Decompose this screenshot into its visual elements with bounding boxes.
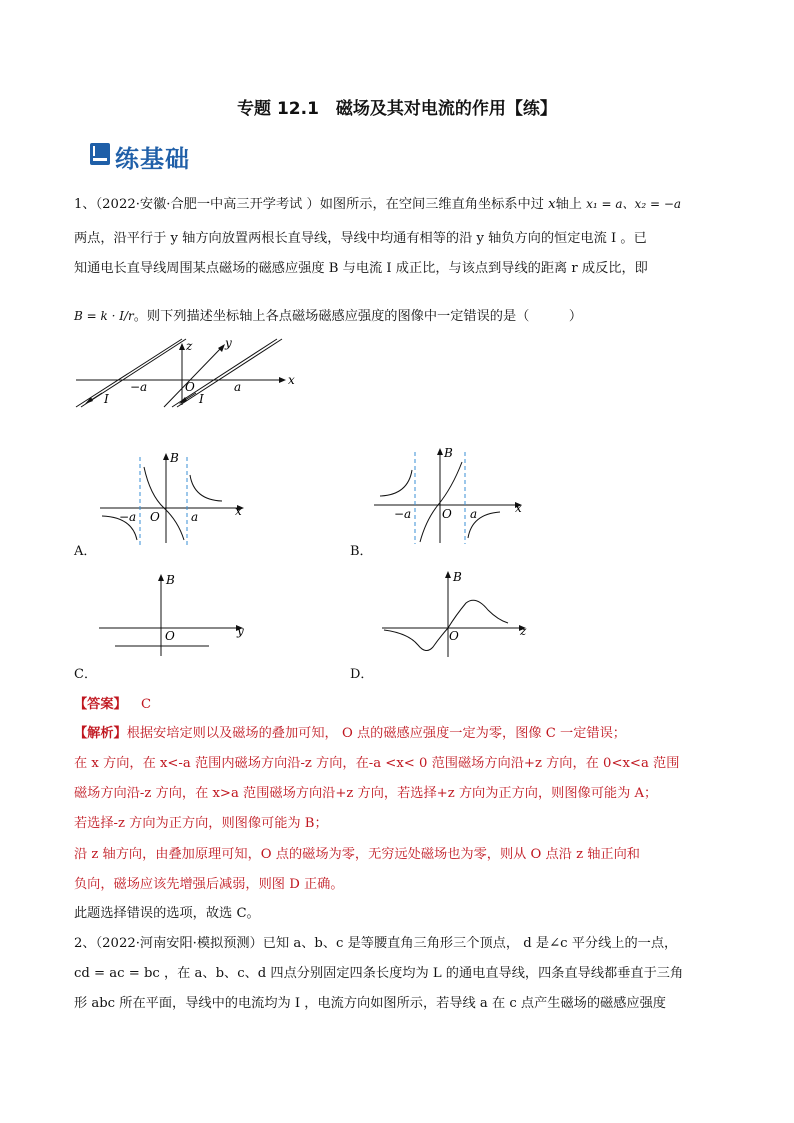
fig-z-label: z <box>186 339 193 353</box>
fig-y-label: y <box>225 336 232 350</box>
fig-x-label: x <box>288 373 295 387</box>
analysis-line-1: 【解析】根据安培定则以及磁场的叠加可知， O 点的磁感应强度一定为零，图像 C 一定错误； <box>74 726 626 741</box>
analysis-line-2: 在 x 方向，在 x<-a 范围内磁场方向沿-z 方向，在-a <x< 0 范围磁场方向沿+z 方向，在 0<x<a 范围 <box>74 756 680 771</box>
q1-line-1: 1、（2022·安徽·合肥一中高三开学考试 ）如图所示，在空间三维直角坐标系中过 x轴上 x₁ = a、x₂ = −a <box>74 197 682 212</box>
book-icon <box>89 142 111 166</box>
q2-line-1: 2、（2022·河南安阳·模拟预测）已知 a、b、c 是等腰直角三角形三个顶点， d 是∠c 平分线上的一点， <box>74 936 678 951</box>
analysis-line-5: 沿 z 轴方向，由叠加原理可知，O 点的磁场为零，无穷远处磁场也为零，则从 O 点沿 z 轴正向和 <box>74 847 640 862</box>
fig-i1: I <box>104 392 109 406</box>
opt-d-b: B <box>453 570 462 584</box>
opt-a-o: O <box>150 510 160 524</box>
opt-a-axis: x <box>235 504 242 518</box>
answer-value: C <box>140 697 152 712</box>
answer-line: 【答案】 C <box>74 697 152 712</box>
opt-a-b: B <box>170 451 179 465</box>
option-a-graph <box>92 445 252 545</box>
option-d-graph <box>378 565 538 660</box>
option-b-graph <box>370 440 530 545</box>
opt-b-axis: x <box>515 501 522 515</box>
opt-b-b: B <box>444 446 453 460</box>
q2-line-2: cd = ac = bc ，在 a、b、c、d 四点分别固定四条长度均为 L 的通电直导线，四条直导线都垂直于三角 <box>74 966 684 981</box>
q1-line-4: B = k · I/r。则下列描述坐标轴上各点磁场磁感应强度的图像中一定错误的是（ ） <box>74 309 583 324</box>
option-c-graph <box>95 568 255 658</box>
option-b-label[interactable]: B． <box>350 544 373 559</box>
opt-c-axis: y <box>237 624 244 638</box>
section-banner <box>89 137 209 175</box>
analysis-line-6: 负向，磁场应该先增强后减弱，则图 D 正确。 <box>74 877 344 892</box>
analysis-line-7: 此题选择错误的选项，故选 C。 <box>74 906 260 921</box>
analysis-line-3: 磁场方向沿-z 方向，在 x>a 范围磁场方向沿+z 方向，若选择+z 方向为正方向，则图像可能为 A； <box>74 786 658 801</box>
fig-o: O <box>185 380 195 394</box>
q2-line-3: 形 abc 所在平面，导线中的电流均为 I ，电流方向如图所示，若导线 a 在 c 点产生磁场的磁感应强度 <box>74 996 666 1011</box>
opt-c-b: B <box>166 573 175 587</box>
option-a-label[interactable]: A． <box>74 544 97 559</box>
fig-a: a <box>234 380 242 394</box>
fig-minus-a: −a <box>130 380 148 394</box>
wire-figure <box>72 335 302 410</box>
q1-line-3: 知通电长直导线周围某点磁场的磁感应强度 B 与电流 I 成正比，与该点到导线的距离 r 成反比，即 <box>74 261 648 276</box>
opt-b-minus-a: −a <box>394 507 412 521</box>
opt-a-minus-a: −a <box>119 510 137 524</box>
opt-a-a: a <box>191 510 199 524</box>
opt-d-axis: z <box>520 624 527 638</box>
formula: B = k · I/r <box>74 309 134 323</box>
fig-i2: I <box>199 392 204 406</box>
section-title: 练基础 <box>115 145 190 173</box>
analysis-line-4: 若选择-z 方向为正方向，则图像可能为 B； <box>74 816 328 831</box>
page-title: 专题 12.1 磁场及其对电流的作用【练】 <box>237 99 557 119</box>
opt-b-o: O <box>442 507 452 521</box>
opt-d-o: O <box>449 629 459 643</box>
option-c-label[interactable]: C． <box>74 667 97 682</box>
opt-b-a: a <box>470 507 478 521</box>
option-d-label[interactable]: D． <box>350 667 374 682</box>
opt-c-o: O <box>165 629 175 643</box>
q1-line-2: 两点，沿平行于 y 轴方向放置两根长直导线，导线中均通有相等的沿 y 轴负方向的恒定电流 I 。已 <box>74 231 647 246</box>
